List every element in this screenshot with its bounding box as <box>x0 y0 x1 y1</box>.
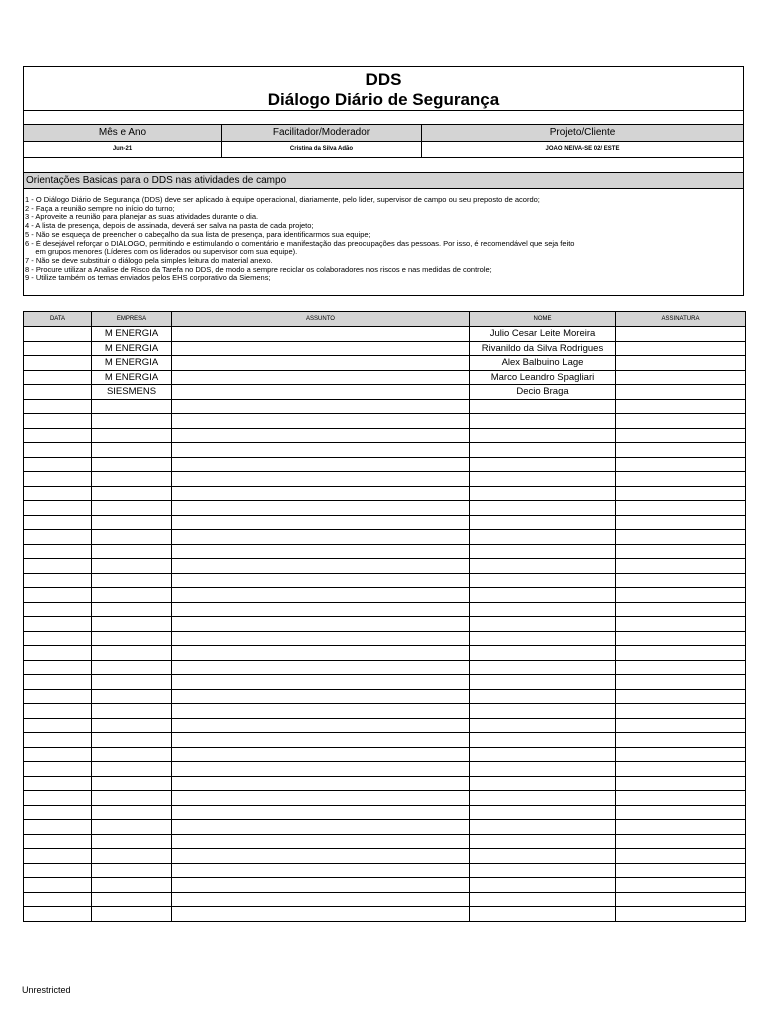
cell-company[interactable] <box>92 660 172 675</box>
cell-name[interactable]: Alex Balbuino Lage <box>470 356 616 371</box>
cell-date[interactable] <box>24 776 92 791</box>
cell-company[interactable]: M ENERGIA <box>92 341 172 356</box>
cell-subject[interactable] <box>172 631 470 646</box>
cell-name[interactable] <box>470 515 616 530</box>
cell-name[interactable] <box>470 747 616 762</box>
orientation-list <box>25 196 739 283</box>
cell-signature[interactable] <box>616 718 746 733</box>
cell-date[interactable] <box>24 501 92 516</box>
cell-company[interactable] <box>92 849 172 864</box>
cell-date[interactable] <box>24 370 92 385</box>
cell-subject[interactable] <box>172 733 470 748</box>
table-row <box>24 689 746 704</box>
cell-signature[interactable] <box>616 399 746 414</box>
cell-date[interactable] <box>24 805 92 820</box>
orientation-item: 6 - É desejável reforçar o DIÁLOGO, permitindo e estimulando o comentário e manifestação das preocupações das pessoas. Por isso, é recomendável que seja feito <box>25 239 575 248</box>
cell-date[interactable] <box>24 718 92 733</box>
meta-header-month: Mês e Ano <box>98 127 147 138</box>
cell-company[interactable] <box>92 820 172 835</box>
cell-date[interactable] <box>24 907 92 922</box>
cell-name[interactable] <box>470 457 616 472</box>
cell-signature[interactable] <box>616 878 746 893</box>
cell-company[interactable] <box>92 747 172 762</box>
cell-subject[interactable] <box>172 878 470 893</box>
cell-signature[interactable] <box>616 356 746 371</box>
cell-company[interactable] <box>92 805 172 820</box>
cell-date[interactable] <box>24 762 92 777</box>
cell-subject[interactable] <box>172 863 470 878</box>
cell-company[interactable] <box>92 704 172 719</box>
table-row <box>24 834 746 849</box>
cell-signature[interactable] <box>616 820 746 835</box>
table-row <box>24 660 746 675</box>
table-row <box>24 327 746 342</box>
cell-date[interactable] <box>24 733 92 748</box>
table-row <box>24 733 746 748</box>
table-row <box>24 762 746 777</box>
cell-subject[interactable] <box>172 834 470 849</box>
cell-subject[interactable] <box>172 718 470 733</box>
cell-signature[interactable] <box>616 791 746 806</box>
cell-signature[interactable] <box>616 515 746 530</box>
cell-name[interactable] <box>470 834 616 849</box>
cell-subject[interactable] <box>172 892 470 907</box>
cell-company[interactable] <box>92 443 172 458</box>
cell-date[interactable] <box>24 704 92 719</box>
table-row <box>24 849 746 864</box>
orientation-item: 7 - Não se deve substituir o diálogo pela simples leitura do material anexo. <box>25 256 273 265</box>
orientation-item: 4 - A lista de presença, depois de assinada, deverá ser salva na pasta de cada projeto; <box>25 222 314 231</box>
meta-header-facilitator: Facilitador/Moderador <box>221 125 421 141</box>
table-row <box>24 704 746 719</box>
cell-signature[interactable] <box>616 457 746 472</box>
cell-company[interactable] <box>92 689 172 704</box>
cell-signature[interactable] <box>616 892 746 907</box>
divider <box>24 188 743 189</box>
cell-name[interactable] <box>470 414 616 429</box>
table-row <box>24 675 746 690</box>
cell-company[interactable]: M ENERGIA <box>92 327 172 342</box>
orientation-item: 2 - Faça a reunião sempre no início do turno; <box>25 204 175 213</box>
table-row <box>24 530 746 545</box>
cell-name[interactable] <box>470 689 616 704</box>
cell-company[interactable] <box>92 834 172 849</box>
divider <box>24 110 743 111</box>
cell-signature[interactable] <box>616 588 746 603</box>
cell-company[interactable] <box>92 573 172 588</box>
orientation-item: 1 - O Diálogo Diário de Segurança (DDS) deve ser aplicado à equipe operacional, diariamente, pelo lider, supervisor de campo ou seu preposto de acordo; <box>25 196 540 204</box>
cell-company[interactable] <box>92 530 172 545</box>
cell-name[interactable] <box>470 675 616 690</box>
table-row <box>24 892 746 907</box>
cell-date[interactable] <box>24 486 92 501</box>
cell-subject[interactable] <box>172 341 470 356</box>
cell-date[interactable] <box>24 834 92 849</box>
cell-subject[interactable] <box>172 399 470 414</box>
cell-signature[interactable] <box>616 617 746 632</box>
cell-name[interactable] <box>470 486 616 501</box>
cell-date[interactable] <box>24 849 92 864</box>
table-row <box>24 428 746 443</box>
table-row <box>24 878 746 893</box>
cell-name[interactable] <box>470 704 616 719</box>
cell-company[interactable] <box>92 762 172 777</box>
meta-value-facilitator[interactable]: Cristina da Silva Adão <box>221 142 421 157</box>
cell-date[interactable] <box>24 457 92 472</box>
cell-company[interactable] <box>92 617 172 632</box>
cell-signature[interactable] <box>616 675 746 690</box>
cell-signature[interactable] <box>616 501 746 516</box>
cell-subject[interactable] <box>172 544 470 559</box>
table-row <box>24 544 746 559</box>
cell-date[interactable] <box>24 414 92 429</box>
cell-company[interactable] <box>92 602 172 617</box>
cell-company[interactable] <box>92 457 172 472</box>
cell-signature[interactable] <box>616 805 746 820</box>
cell-date[interactable] <box>24 660 92 675</box>
cell-date[interactable] <box>24 617 92 632</box>
divider <box>24 157 743 158</box>
cell-signature[interactable] <box>616 863 746 878</box>
cell-signature[interactable] <box>616 486 746 501</box>
cell-signature[interactable] <box>616 747 746 762</box>
cell-company[interactable]: SIESMENS <box>92 385 172 400</box>
table-row <box>24 414 746 429</box>
cell-date[interactable] <box>24 863 92 878</box>
cell-subject[interactable] <box>172 588 470 603</box>
cell-signature[interactable] <box>616 385 746 400</box>
cell-name[interactable] <box>470 718 616 733</box>
cell-subject[interactable] <box>172 486 470 501</box>
cell-subject[interactable] <box>172 776 470 791</box>
cell-company[interactable] <box>92 675 172 690</box>
cell-signature[interactable] <box>616 544 746 559</box>
table-row <box>24 863 746 878</box>
cell-date[interactable] <box>24 544 92 559</box>
cell-signature[interactable] <box>616 704 746 719</box>
table-row <box>24 617 746 632</box>
cell-company[interactable] <box>92 907 172 922</box>
cell-signature[interactable] <box>616 443 746 458</box>
cell-name[interactable] <box>470 646 616 661</box>
cell-date[interactable] <box>24 820 92 835</box>
cell-date[interactable] <box>24 385 92 400</box>
cell-name[interactable] <box>470 399 616 414</box>
cell-signature[interactable] <box>616 370 746 385</box>
cell-name[interactable] <box>470 892 616 907</box>
table-row <box>24 501 746 516</box>
cell-date[interactable] <box>24 689 92 704</box>
cell-date[interactable] <box>24 631 92 646</box>
cell-company[interactable] <box>92 588 172 603</box>
cell-date[interactable] <box>24 747 92 762</box>
table-row <box>24 399 746 414</box>
cell-subject[interactable] <box>172 472 470 487</box>
cell-name[interactable] <box>470 863 616 878</box>
cell-name[interactable] <box>470 617 616 632</box>
cell-signature[interactable] <box>616 733 746 748</box>
cell-name[interactable]: Decio Braga <box>470 385 616 400</box>
cell-name[interactable]: Rivanildo da Silva Rodrigues <box>470 341 616 356</box>
cell-name[interactable] <box>470 733 616 748</box>
orientation-item: 3 - Aproveite a reunião para planejar as suas atividades durante o dia. <box>25 213 259 222</box>
cell-subject[interactable] <box>172 559 470 574</box>
cell-date[interactable] <box>24 878 92 893</box>
cell-signature[interactable] <box>616 776 746 791</box>
attendance-table <box>23 311 746 922</box>
cell-date[interactable] <box>24 892 92 907</box>
cell-company[interactable] <box>92 428 172 443</box>
cell-subject[interactable] <box>172 327 470 342</box>
table-row <box>24 385 746 400</box>
cell-company[interactable] <box>92 559 172 574</box>
cell-subject[interactable] <box>172 617 470 632</box>
cell-subject[interactable] <box>172 356 470 371</box>
cell-name[interactable] <box>470 820 616 835</box>
cell-subject[interactable] <box>172 370 470 385</box>
cell-signature[interactable] <box>616 631 746 646</box>
cell-subject[interactable] <box>172 791 470 806</box>
table-header-row <box>24 312 746 327</box>
table-row <box>24 472 746 487</box>
table-row <box>24 791 746 806</box>
cell-subject[interactable] <box>172 646 470 661</box>
cell-name[interactable] <box>470 631 616 646</box>
cell-name[interactable] <box>470 776 616 791</box>
col-header-date: DATA <box>24 312 92 327</box>
cell-company[interactable] <box>92 414 172 429</box>
cell-signature[interactable] <box>616 762 746 777</box>
table-row <box>24 718 746 733</box>
cell-subject[interactable] <box>172 385 470 400</box>
table-row <box>24 907 746 922</box>
cell-subject[interactable] <box>172 428 470 443</box>
cell-date[interactable] <box>24 428 92 443</box>
cell-name[interactable] <box>470 849 616 864</box>
cell-company[interactable] <box>92 631 172 646</box>
table-row <box>24 588 746 603</box>
table-row <box>24 805 746 820</box>
table-row <box>24 631 746 646</box>
cell-company[interactable] <box>92 544 172 559</box>
cell-signature[interactable] <box>616 646 746 661</box>
cell-company[interactable] <box>92 472 172 487</box>
cell-subject[interactable] <box>172 704 470 719</box>
cell-subject[interactable] <box>172 443 470 458</box>
cell-date[interactable] <box>24 573 92 588</box>
cell-signature[interactable] <box>616 834 746 849</box>
cell-name[interactable] <box>470 443 616 458</box>
orientation-item: em grupos menores (Líderes com os liderados ou supervisor com sua equipe). <box>25 248 298 257</box>
col-header-name: NOME <box>470 312 616 327</box>
col-header-signature: ASSINATURA <box>616 312 746 327</box>
cell-date[interactable] <box>24 356 92 371</box>
cell-signature[interactable] <box>616 327 746 342</box>
col-header-company: EMPRESA <box>92 312 172 327</box>
cell-company[interactable] <box>92 486 172 501</box>
cell-date[interactable] <box>24 791 92 806</box>
cell-company[interactable] <box>92 791 172 806</box>
cell-name[interactable] <box>470 791 616 806</box>
cell-signature[interactable] <box>616 573 746 588</box>
table-row <box>24 602 746 617</box>
cell-name[interactable] <box>470 559 616 574</box>
cell-name[interactable] <box>470 588 616 603</box>
cell-company[interactable]: M ENERGIA <box>92 370 172 385</box>
cell-subject[interactable] <box>172 457 470 472</box>
cell-name[interactable] <box>470 428 616 443</box>
cell-name[interactable] <box>470 501 616 516</box>
cell-name[interactable] <box>470 805 616 820</box>
cell-signature[interactable] <box>616 602 746 617</box>
cell-date[interactable] <box>24 588 92 603</box>
cell-subject[interactable] <box>172 849 470 864</box>
cell-date[interactable] <box>24 443 92 458</box>
doc-subtitle: Diálogo Diário de Segurança <box>267 90 500 109</box>
cell-subject[interactable] <box>172 414 470 429</box>
cell-date[interactable] <box>24 472 92 487</box>
meta-header-row <box>24 125 743 141</box>
table-row <box>24 457 746 472</box>
cell-signature[interactable] <box>616 907 746 922</box>
cell-company[interactable] <box>92 515 172 530</box>
table-row <box>24 443 746 458</box>
table-row <box>24 370 746 385</box>
cell-name[interactable]: Julio Cesar Leite Moreira <box>470 327 616 342</box>
cell-date[interactable] <box>24 675 92 690</box>
cell-signature[interactable] <box>616 428 746 443</box>
table-row <box>24 356 746 371</box>
cell-subject[interactable] <box>172 689 470 704</box>
orientation-title: Orientações Basicas para o DDS nas atividades de campo <box>24 173 743 188</box>
table-row <box>24 341 746 356</box>
cell-subject[interactable] <box>172 805 470 820</box>
cell-company[interactable]: M ENERGIA <box>92 356 172 371</box>
orientation-item: 9 - Utilize também os temas enviados pelos EHS corporativo da Siemens; <box>25 274 271 283</box>
cell-name[interactable]: Marco Leandro Spagliari <box>470 370 616 385</box>
cell-name[interactable] <box>470 544 616 559</box>
cell-name[interactable] <box>470 762 616 777</box>
cell-subject[interactable] <box>172 530 470 545</box>
cell-signature[interactable] <box>616 341 746 356</box>
cell-subject[interactable] <box>172 573 470 588</box>
doc-title: DDS <box>365 70 402 89</box>
cell-name[interactable] <box>470 878 616 893</box>
table-row <box>24 646 746 661</box>
cell-company[interactable] <box>92 501 172 516</box>
cell-company[interactable] <box>92 733 172 748</box>
footer-classification: Unrestricted <box>22 985 71 995</box>
cell-company[interactable] <box>92 878 172 893</box>
cell-name[interactable] <box>470 530 616 545</box>
cell-signature[interactable] <box>616 660 746 675</box>
meta-value-project[interactable]: JOAO NEIVA-SE 02/ ESTE <box>421 142 743 157</box>
cell-date[interactable] <box>24 399 92 414</box>
table-row <box>24 820 746 835</box>
header-box <box>23 66 744 296</box>
cell-company[interactable] <box>92 776 172 791</box>
cell-company[interactable] <box>92 863 172 878</box>
cell-subject[interactable] <box>172 602 470 617</box>
cell-subject[interactable] <box>172 515 470 530</box>
cell-subject[interactable] <box>172 762 470 777</box>
cell-name[interactable] <box>470 602 616 617</box>
cell-signature[interactable] <box>616 530 746 545</box>
cell-name[interactable] <box>470 472 616 487</box>
cell-signature[interactable] <box>616 689 746 704</box>
meta-header-project: Projeto/Cliente <box>421 125 743 141</box>
cell-company[interactable] <box>92 892 172 907</box>
cell-name[interactable] <box>470 573 616 588</box>
table-row <box>24 573 746 588</box>
cell-subject[interactable] <box>172 660 470 675</box>
cell-company[interactable] <box>92 646 172 661</box>
cell-signature[interactable] <box>616 559 746 574</box>
col-header-subject: ASSUNTO <box>172 312 470 327</box>
cell-subject[interactable] <box>172 907 470 922</box>
orientation-item: 8 - Procure utilizar a Analise de Risco da Tarefa no DDS, de modo a sempre reciclar os colaboradores nos riscos e nas medidas de controle; <box>25 265 492 274</box>
cell-date[interactable] <box>24 559 92 574</box>
cell-signature[interactable] <box>616 849 746 864</box>
table-row <box>24 747 746 762</box>
meta-value-row <box>24 142 743 157</box>
table-row <box>24 559 746 574</box>
cell-subject[interactable] <box>172 820 470 835</box>
cell-subject[interactable] <box>172 747 470 762</box>
cell-signature[interactable] <box>616 414 746 429</box>
table-row <box>24 486 746 501</box>
cell-company[interactable] <box>92 718 172 733</box>
cell-name[interactable] <box>470 660 616 675</box>
table-row <box>24 776 746 791</box>
cell-date[interactable] <box>24 515 92 530</box>
cell-date[interactable] <box>24 341 92 356</box>
orientation-item: 5 - Não se esqueça de preencher o cabeçalho da sua lista de presença, para identificarmos sua equipe; <box>25 230 371 239</box>
cell-date[interactable] <box>24 646 92 661</box>
cell-subject[interactable] <box>172 675 470 690</box>
cell-date[interactable] <box>24 327 92 342</box>
table-row <box>24 515 746 530</box>
meta-value-month[interactable]: Jun-21 <box>112 146 133 152</box>
cell-name[interactable] <box>470 907 616 922</box>
cell-date[interactable] <box>24 602 92 617</box>
table-body <box>24 327 746 922</box>
cell-subject[interactable] <box>172 501 470 516</box>
cell-date[interactable] <box>24 530 92 545</box>
cell-signature[interactable] <box>616 472 746 487</box>
cell-company[interactable] <box>92 399 172 414</box>
